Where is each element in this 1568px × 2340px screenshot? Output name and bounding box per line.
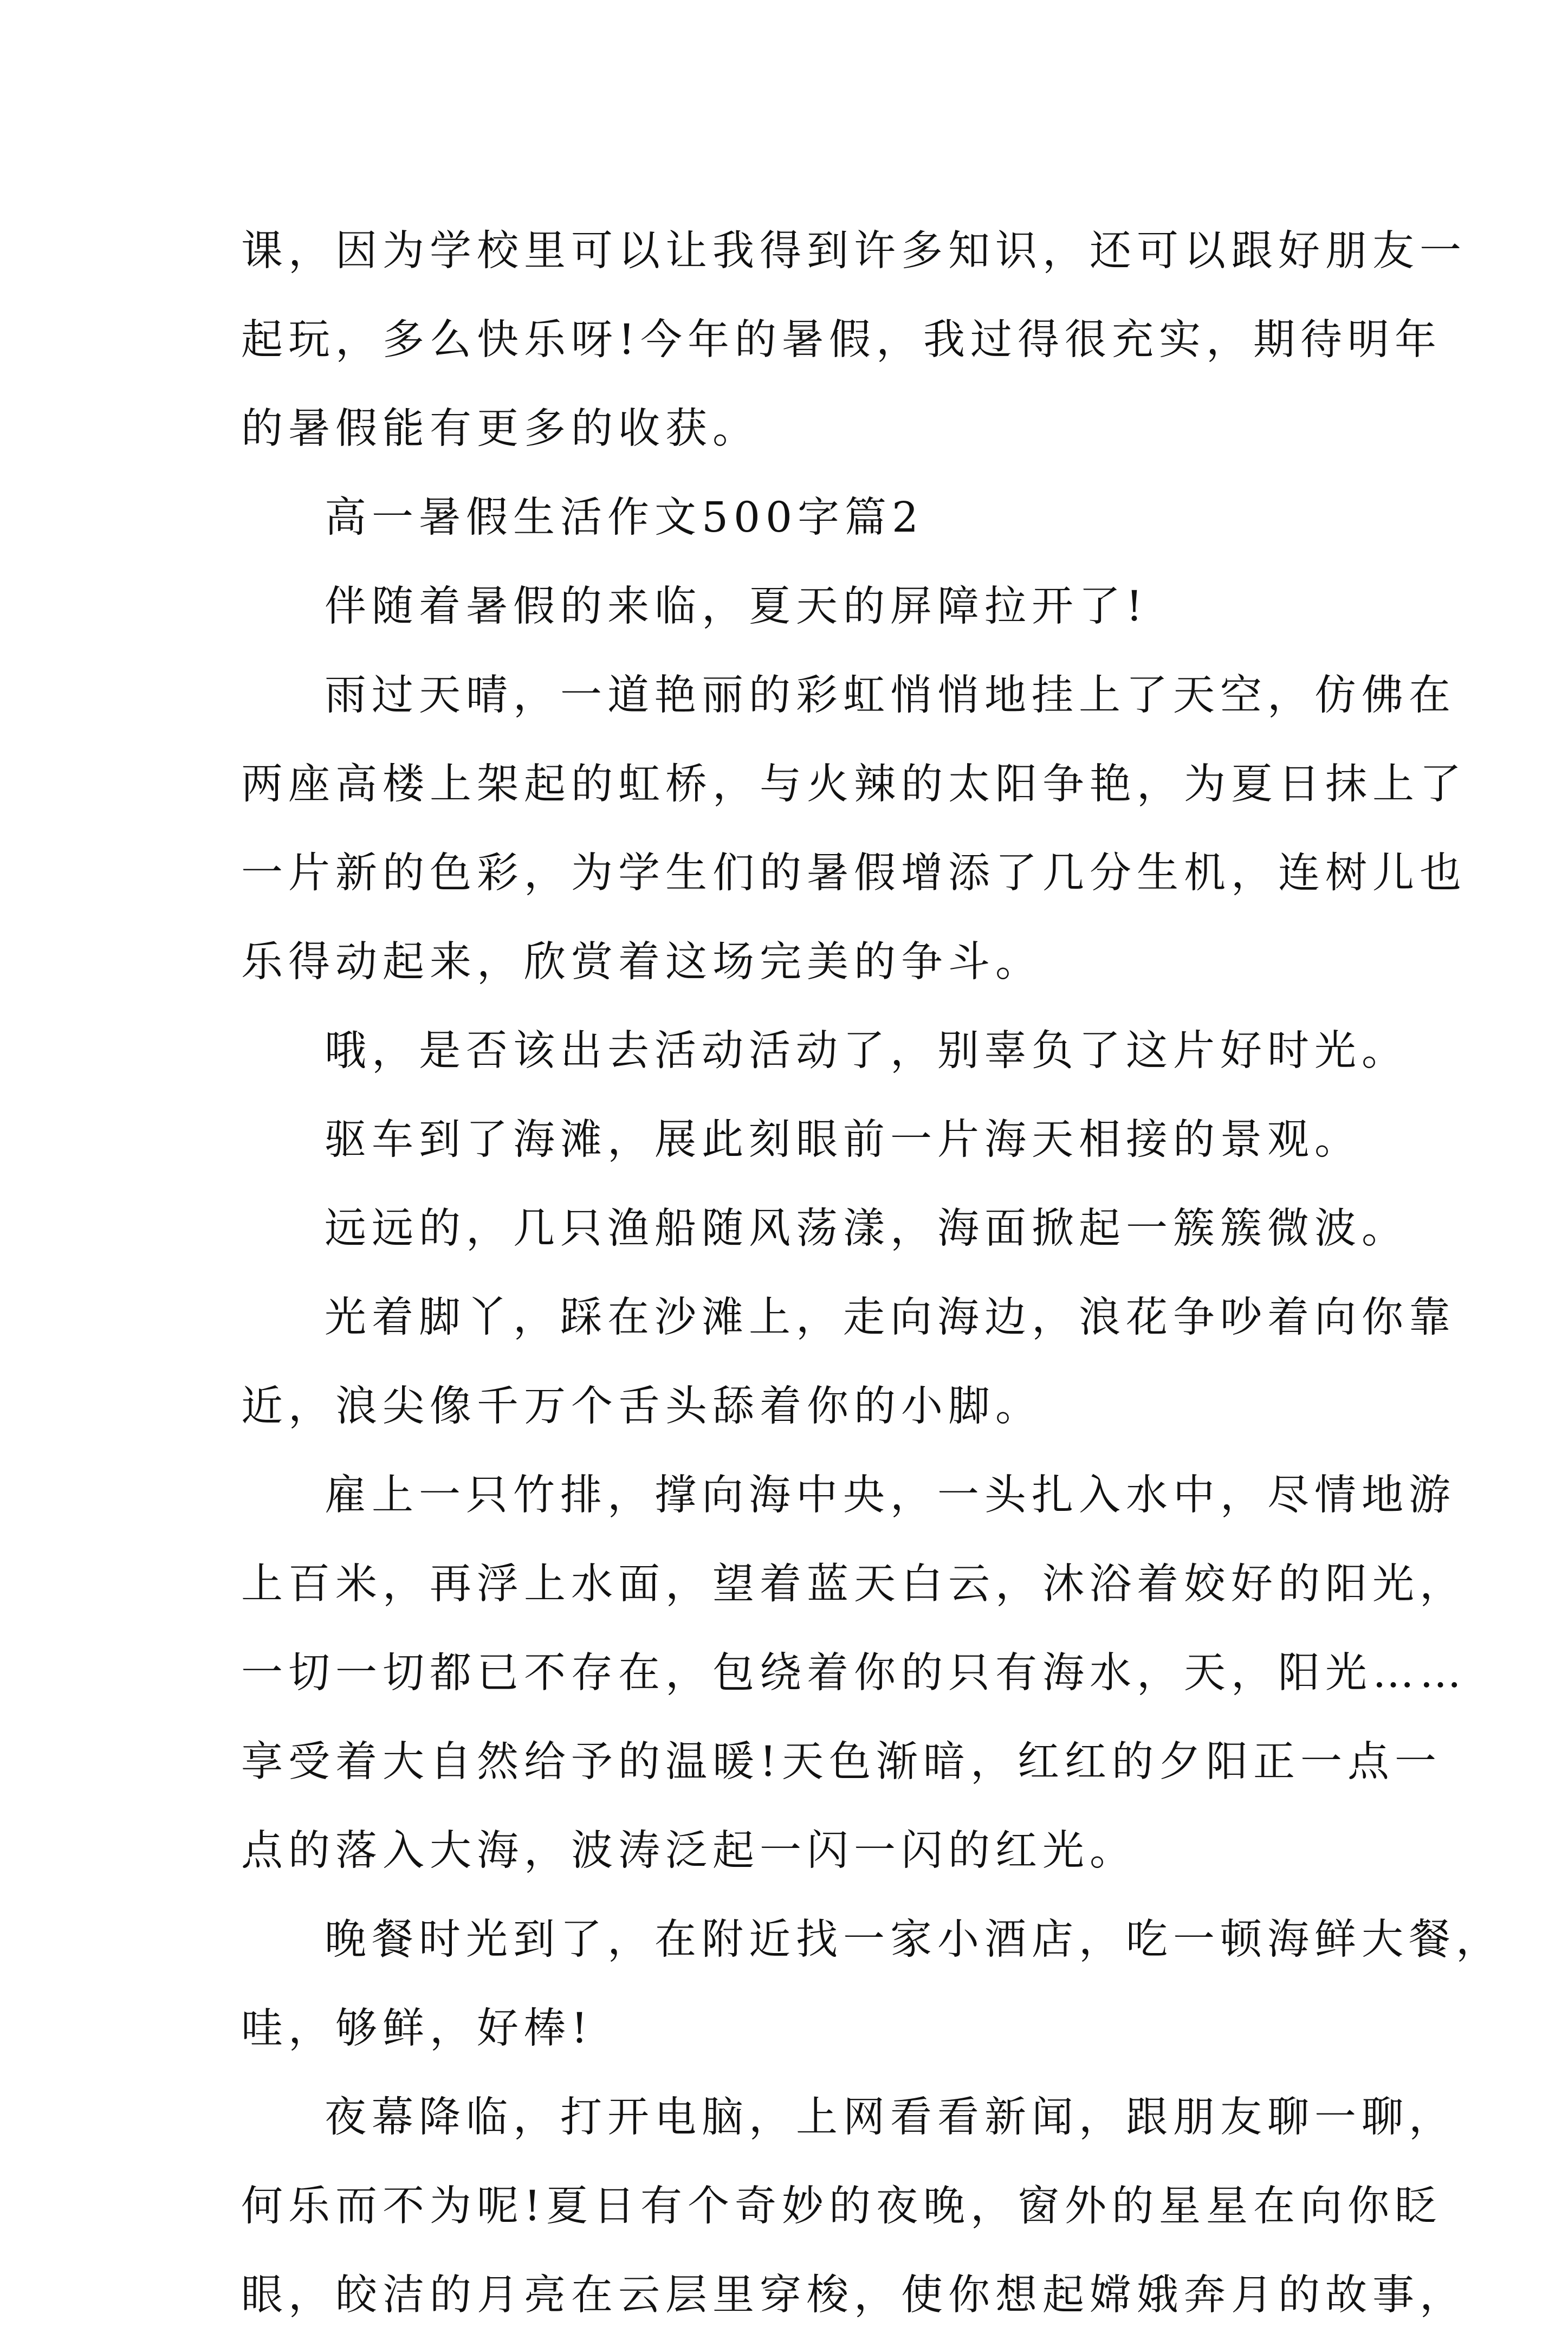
text-line: 远远的，几只渔船随风荡漾，海面掀起一簇簇微波。 xyxy=(325,1205,1409,1253)
text-line: 雇上一只竹排，撑向海中央，一头扎入水中，尽情地游 xyxy=(325,1471,1456,1520)
heading-text: 高一暑假生活作文500字篇2 xyxy=(325,494,924,542)
text-line: 一切一切都已不存在，包绕着你的只有海水，天，阳光…… xyxy=(241,1649,1467,1697)
text-line: 晚餐时光到了，在附近找一家小酒店，吃一顿海鲜大餐， xyxy=(325,1916,1503,1964)
text-line: 哦，是否该出去活动活动了，别辜负了这片好时光。 xyxy=(325,1027,1409,1075)
paragraph xyxy=(241,207,1467,474)
text-line: 哇，够鲜，好棒! xyxy=(241,2005,593,2053)
paragraph xyxy=(241,1096,1362,1185)
paragraph xyxy=(241,1451,1467,1896)
text-line: 的暑假能有更多的收获。 xyxy=(241,405,760,453)
text-line: 课，因为学校里可以让我得到许多知识，还可以跟好朋友一 xyxy=(241,227,1467,275)
paragraph xyxy=(241,1274,1456,1451)
text-line: 何乐而不为呢!夏日有个奇妙的夜晚，窗外的星星在向你眨 xyxy=(241,2182,1442,2231)
paragraph xyxy=(241,1896,1503,2073)
paragraph xyxy=(241,2073,1467,2340)
text-line: 光着脚丫，踩在沙滩上，走向海边，浪花争吵着向你靠 xyxy=(325,1294,1456,1342)
text-line: 夜幕降临，打开电脑，上网看看新闻，跟朋友聊一聊， xyxy=(325,2093,1456,2142)
paragraph xyxy=(241,563,1346,651)
text-line: 起玩，多么快乐呀!今年的暑假，我过得很充实，期待明年 xyxy=(241,316,1442,364)
text-line: 乐得动起来，欣赏着这场完美的争斗。 xyxy=(241,938,1042,986)
text-line: 两座高楼上架起的虹桥，与火辣的太阳争艳，为夏日抹上了 xyxy=(241,760,1467,809)
section-heading xyxy=(241,474,1346,563)
paragraph xyxy=(241,651,1467,1007)
text-line: 上百米，再浮上水面，望着蓝天白云，沐浴着姣好的阳光， xyxy=(241,1560,1467,1608)
text-line: 眼，皎洁的月亮在云层里穿梭，使你想起嫦娥奔月的故事， xyxy=(241,2271,1467,2319)
text-line: 近，浪尖像千万个舌头舔着你的小脚。 xyxy=(241,1382,1042,1431)
text-line: 享受着大自然给予的温暖!天色渐暗，红红的夕阳正一点一 xyxy=(241,1738,1442,1786)
text-line: 伴随着暑假的来临，夏天的屏障拉开了! xyxy=(325,583,1148,631)
body-text xyxy=(241,207,1503,2340)
text-line: 点的落入大海，波涛泛起一闪一闪的红光。 xyxy=(241,1827,1137,1875)
text-line: 一片新的色彩，为学生们的暑假增添了几分生机，连树儿也 xyxy=(241,849,1467,897)
text-line: 雨过天晴，一道艳丽的彩虹悄悄地挂上了天空，仿佛在 xyxy=(325,671,1456,720)
paragraph xyxy=(241,1007,1409,1096)
text-line: 驱车到了海滩，展此刻眼前一片海天相接的景观。 xyxy=(325,1116,1362,1164)
paragraph xyxy=(241,1185,1409,1274)
